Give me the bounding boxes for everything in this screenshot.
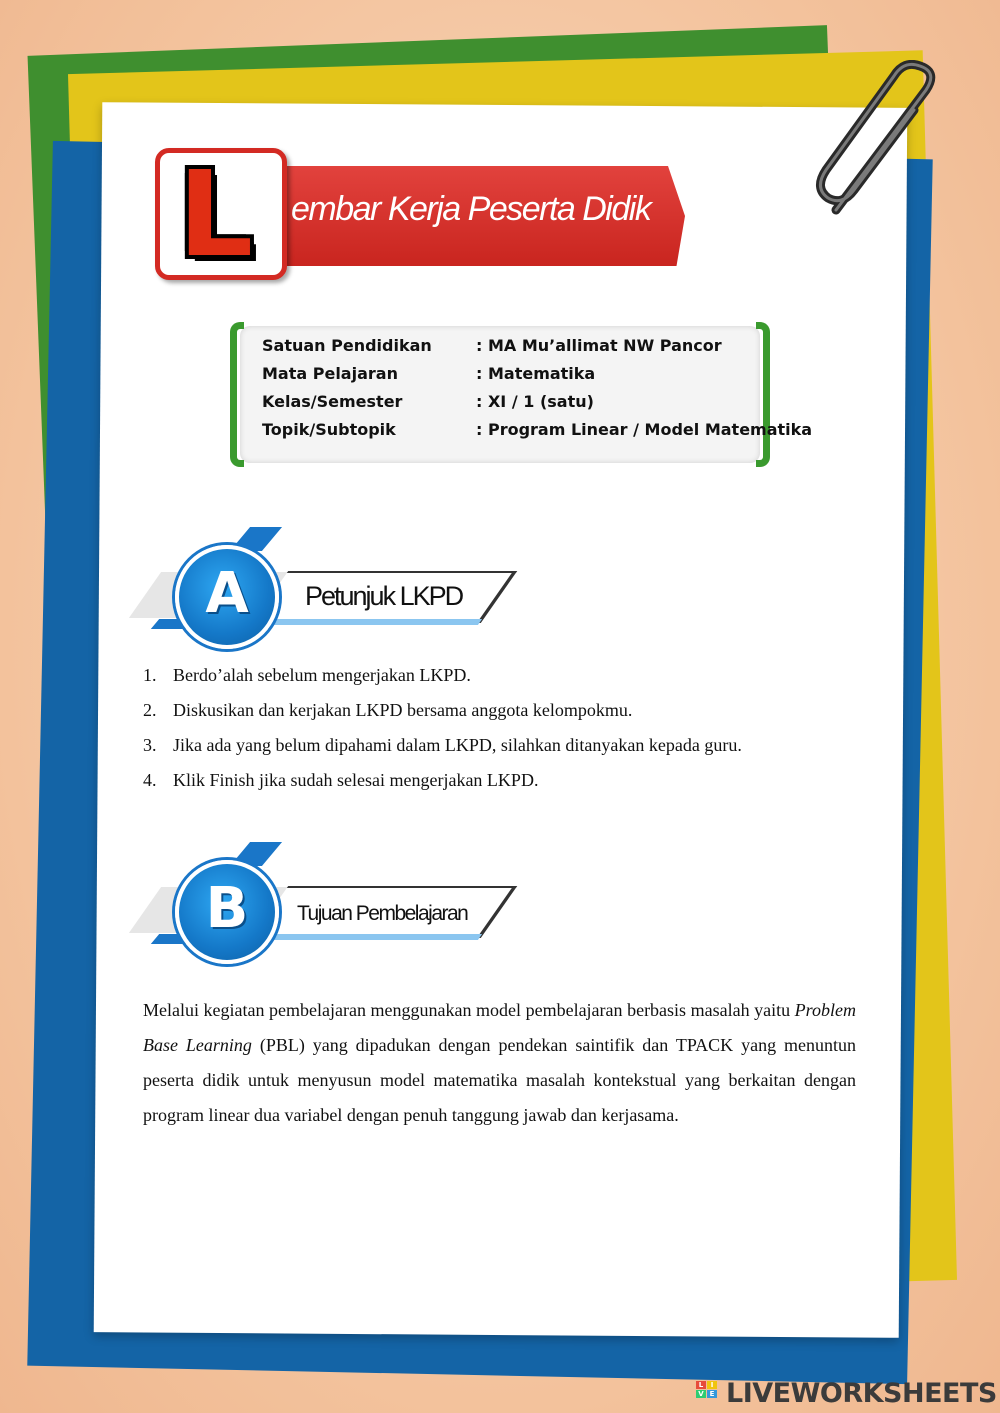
logo-letter: I — [707, 1381, 717, 1389]
info-label: Satuan Pendidikan — [262, 336, 432, 355]
list-item — [143, 699, 863, 734]
info-row — [262, 420, 813, 439]
section-a-header — [145, 527, 505, 657]
section-title: Petunjuk LKPD — [305, 581, 463, 611]
identity-box — [230, 322, 813, 467]
section-letter-badge — [175, 545, 279, 649]
title-banner — [155, 145, 695, 283]
right-bracket — [756, 322, 770, 467]
info-row — [262, 392, 594, 411]
logo-letter: V — [696, 1390, 706, 1398]
learning-objective — [143, 993, 856, 1133]
info-value: : MA Mu’allimat NW Pancor — [476, 336, 722, 355]
instruction-list — [143, 664, 863, 804]
section-letter: A — [205, 561, 249, 626]
objective-text: Melalui kegiatan pembelajaran menggunakan model pembelajaran berbasis masalah yaitu — [143, 1000, 795, 1020]
watermark — [696, 1378, 997, 1408]
list-number: 4. — [143, 770, 157, 790]
page-title: embar Kerja Peserta Didik — [291, 190, 651, 228]
info-value: : XI / 1 (satu) — [476, 392, 594, 411]
section-b-header — [145, 842, 505, 972]
objective-text: (PBL) yang dipadukan dengan pendekan saintifik dan TPACK yang menuntun peserta didik untuk menyusun model matematika masalah kontekstual yang berkaitan dengan program linear dua variabel dengan penuh tanggung jawab dan kerjasama. — [143, 1035, 856, 1125]
info-value: : Matematika — [476, 364, 596, 383]
list-number: 3. — [143, 735, 157, 755]
list-text: Klik Finish jika sudah selesai mengerjakan LKPD. — [173, 770, 539, 790]
section-title: Tujuan Pembelajaran — [297, 902, 468, 925]
section-letter: B — [205, 876, 249, 941]
info-label: Kelas/Semester — [262, 392, 403, 411]
objective-italic: Problem Base Learning — [143, 1000, 856, 1055]
left-bracket — [230, 322, 244, 467]
info-row — [262, 336, 722, 355]
header-underline — [263, 934, 482, 940]
logo-letter: E — [707, 1390, 717, 1398]
list-item — [143, 769, 863, 804]
list-number: 1. — [143, 665, 157, 685]
info-row — [262, 364, 596, 383]
info-label: Topik/Subtopik — [262, 420, 396, 439]
title-initial: L — [178, 145, 254, 283]
section-letter-badge — [175, 860, 279, 964]
info-value: : Program Linear / Model Matematika — [476, 420, 813, 439]
list-number: 2. — [143, 700, 157, 720]
info-label: Mata Pelajaran — [262, 364, 398, 383]
list-text: Jika ada yang belum dipahami dalam LKPD, silahkan ditanyakan kepada guru. — [173, 735, 742, 755]
list-item — [143, 664, 863, 699]
watermark-text: LIVEWORKSHEETS — [726, 1378, 997, 1409]
liveworksheets-logo-icon — [696, 1381, 718, 1407]
title-initial-box — [155, 145, 287, 283]
list-text: Berdo’alah sebelum mengerjakan LKPD. — [173, 665, 471, 685]
header-underline — [263, 619, 482, 625]
list-text: Diskusikan dan kerjakan LKPD bersama anggota kelompokmu. — [173, 700, 633, 720]
logo-letter: L — [696, 1381, 706, 1389]
paperclip-icon — [808, 60, 948, 230]
list-item — [143, 734, 863, 769]
